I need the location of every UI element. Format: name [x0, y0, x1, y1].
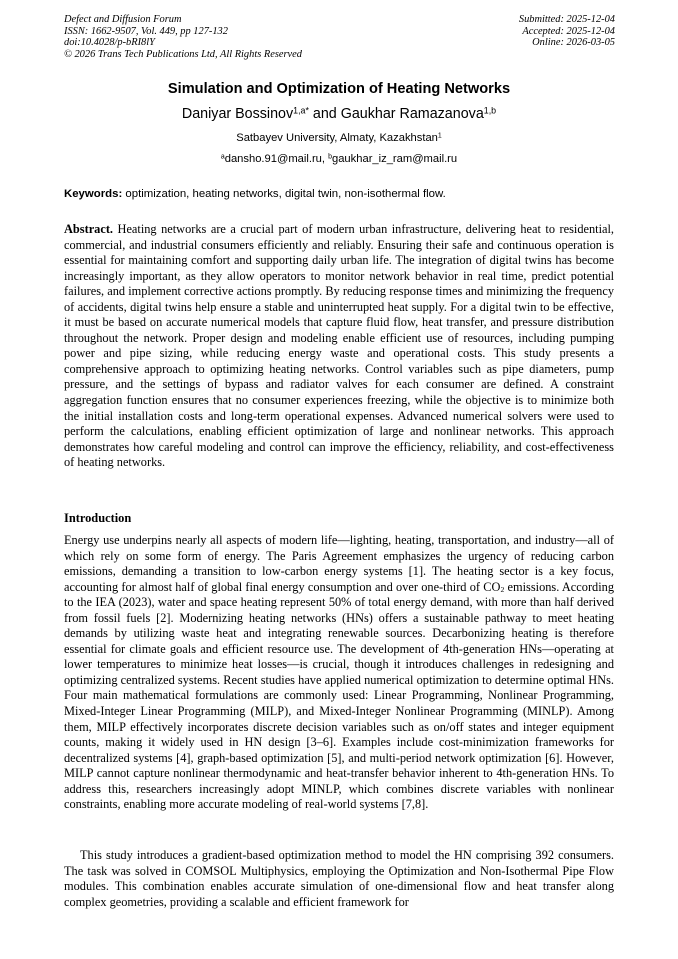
affiliation-marker: 1 — [437, 132, 442, 140]
accepted-date: Accepted: 2025-12-04 — [522, 25, 615, 37]
co2-subscript: 2 — [500, 584, 505, 594]
paper-title: Simulation and Optimization of Heating Networks — [167, 81, 511, 97]
intro-p1-part1: Energy use underpins nearly all aspects of modern life—lighting, heating, transportation, and industry—all of which rely on some form of energy. The Paris Agreement emphasizes the urgency of reducing carbon emissions, demanding a transition to low-carbon energy systems [1]. The heating sector is a key focus, accounting for almost half of global final energy consumption and over one-third of CO — [64, 533, 614, 594]
intro-paragraph-2 — [64, 848, 614, 910]
online-date: Online: 2026-03-05 — [532, 37, 615, 49]
author-emails — [0, 153, 678, 165]
author-conjunction: and — [308, 106, 341, 122]
affiliation-text: Satbayev University, Almaty, Kazakhstan — [236, 132, 438, 144]
intro-p2-text: This study introduces a gradient-based optimization method to model the HN comprising 392 consumers. The task was solved in COMSOL Multiphysics, employing the Optimization and Non-Isothermal Pipe Flow modules. This combination enables accurate simulation of one-dimensional flow and heat transfer along complex geometries, providing a scalable and efficient framework for — [64, 848, 614, 909]
dates-header — [519, 14, 615, 49]
abstract-label: Abstract. — [64, 222, 114, 236]
author-1: Daniyar Bossinov — [181, 106, 294, 122]
email-b[interactable]: gaukhar_iz_ram@mail.ru — [331, 153, 458, 165]
author-2-affil: 1,b — [483, 105, 497, 116]
email-b-marker: b — [328, 153, 332, 161]
abstract — [64, 222, 614, 471]
keywords — [64, 188, 615, 200]
keywords-text: optimization, heating networks, digital twin, non-isothermal flow. — [122, 188, 446, 200]
affiliation — [0, 132, 678, 144]
keywords-label: Keywords: — [64, 188, 123, 200]
author-2: Gaukhar Ramazanova — [340, 106, 484, 122]
introduction-heading: Introduction — [64, 511, 132, 525]
email-a[interactable]: dansho.91@mail.ru, — [224, 153, 329, 165]
email-a-marker: a — [220, 153, 225, 161]
journal-header — [64, 14, 302, 60]
submitted-date: Submitted: 2025-12-04 — [518, 14, 615, 25]
doi-line: doi:10.4028/p-bRI8lY — [64, 37, 155, 49]
author-1-affil: 1,a* — [293, 105, 309, 116]
copyright-line: © 2026 Trans Tech Publications Ltd, All Rights Reserved — [64, 48, 302, 60]
journal-name: Defect and Diffusion Forum — [64, 14, 182, 25]
intro-paragraph-1 — [64, 533, 614, 813]
intro-p1-part2: emissions. According to the IEA (2023), water and space heating represent 50% of total energy demand, with more than half derived from fossil fuels [2]. Modernizing heating networks (HNs) offers a sustainable pathway to meet heating demands by utilizing waste heat and integrating renewable sources. Decarbonizing heating is therefore essential for climate goals and efficient resource use. The development of 4th-generation HNs—operating at lower temperatures to minimize heat losses—is crucial, though it introduces challenges in redesigning and optimizing centralized systems. Recent studies have applied numerical optimization to determine optimal HNs. Four main mathematical formulations are commonly used: Linear Programming, Nonlinear Programming, Mixed-Integer Linear Programming (MILP), and Mixed-Integer Nonlinear Programming (MINLP). Among them, MILP effectively incorporates discrete decision variables such as on/off states and integer equipment counts, making it widely used in HN design [3–6]. Examples include cost-minimization frameworks for decentralized systems [4], graph-based optimization [5], and multi-period network optimization [6]. However, MILP cannot capture nonlinear thermodynamic and heat-transfer behavior inherent to 4th-generation HNs. To address this, researchers increasingly adopt MINLP, which combines discrete variables with nonlinear constraints, enabling more accurate modeling of real-world systems [7,8]. — [64, 579, 614, 812]
issn-line: ISSN: 1662-9507, Vol. 449, pp 127-132 — [64, 25, 228, 37]
author-line — [0, 106, 678, 122]
abstract-text: Heating networks are a crucial part of modern urban infrastructure, delivering heat to residential, commercial, and industrial consumers efficiently and reliably. Ensuring their safe and continuous operation is essential for maintaining comfort and supporting daily urban life. The integration of digital twins has become increasingly important, as they allow operators to monitor network behavior in real time, predict potential failures, and implement corrective actions promptly. By reducing response times and minimizing the frequency of accidents, digital twins help ensure a stable and uninterrupted heat supply. For a digital twin to be effective, it must be based on accurate numerical models that capture fluid flow, heat transfer, and pressure distribution throughout the network. Proper design and modeling enable efficient use of resources, including pumping power and pipe sizing, while reducing energy waste and operational costs. This study presents a comprehensive approach to optimizing heating networks. Control variables such as pipe diameters, pump pressure, and the settings of bypass and radiator valves for each consumer are defined. A constraint aggregation function ensures that no consumer experiences freezing, while the objective is to minimize both the initial installation costs and long-term operational expenses. Advanced numerical solvers were used to perform the calculations, enabling efficient optimization of large and nonlinear networks. This approach demonstrates how careful modeling and control can improve the efficiency, reliability, and cost-effectiveness of heating networks. — [64, 222, 614, 470]
